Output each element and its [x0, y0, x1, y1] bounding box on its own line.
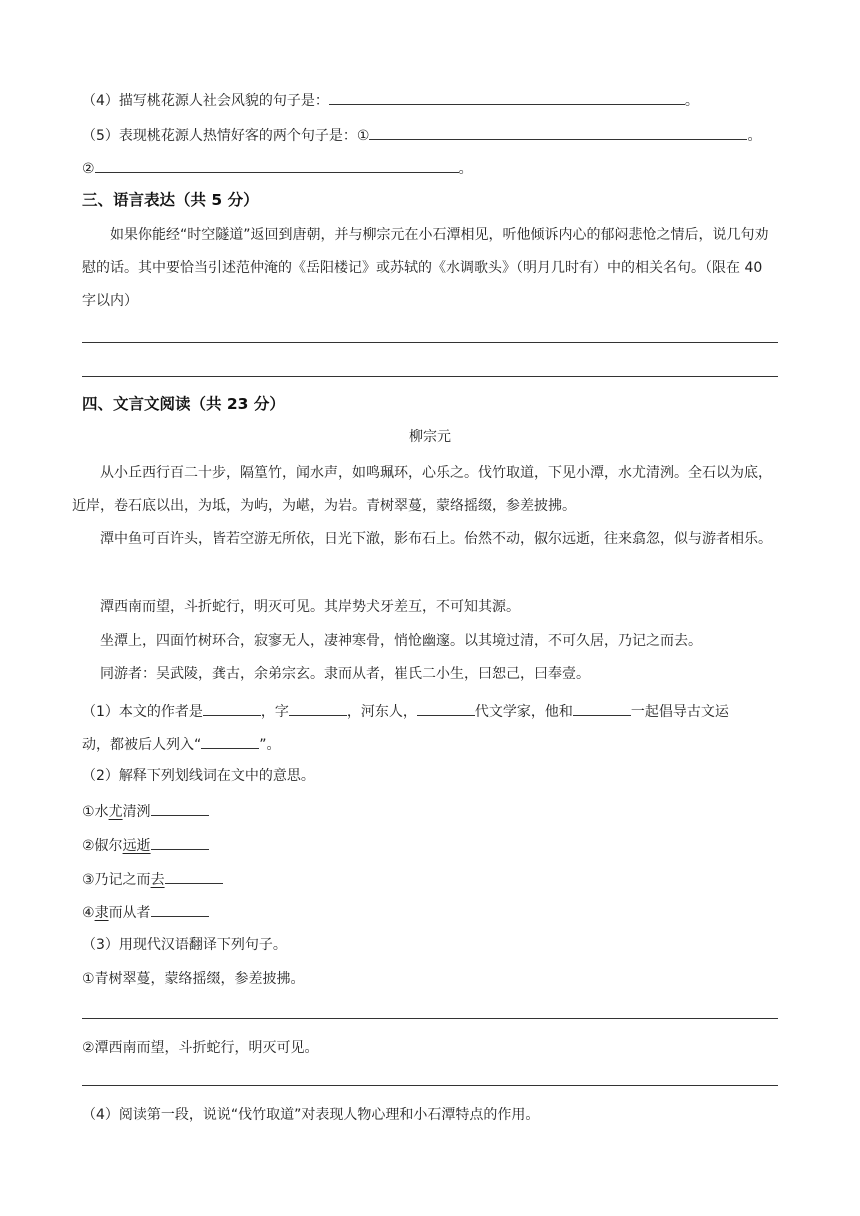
section-4-heading: 四、文言文阅读（共 23 分） [82, 395, 285, 413]
answer-blank[interactable] [417, 700, 475, 716]
underlined-word: 去 [150, 872, 165, 888]
answer-blank[interactable] [151, 901, 209, 917]
q2-item-3: ③乃记之而去 [82, 868, 223, 890]
answer-blank[interactable] [151, 834, 209, 850]
passage-paragraph-1: 从小丘西行百二十步，隔篁竹，闻水声，如鸣珮环，心乐之。伐竹取道，下见小潭，水尤清洌。全石以为底，近岸，卷石底以出，为坻，为屿，为嵁，为岩。青树翠蔓，蒙络摇缀，参差披拂。 [72, 465, 772, 514]
answer-line[interactable] [82, 1018, 778, 1019]
question-3: （3）用现代汉语翻译下列句子。 [82, 937, 287, 953]
q2-item-4: ④隶而从者 [82, 901, 209, 923]
underlined-word: 远逝 [122, 838, 151, 854]
answer-blank[interactable] [573, 700, 631, 716]
passage-paragraph-5: 同游者：吴武陵，龚古，余弟宗玄。隶而从者，崔氏二小生，曰恕己，曰奉壹。 [100, 666, 590, 682]
passage-paragraph-4: 坐潭上，四面竹树环合，寂寥无人，凄神寒骨，悄怆幽邃。以其境过清，不可久居，乃记之而去。 [100, 633, 702, 649]
passage-paragraph-2: 潭中鱼可百许头，皆若空游无所依，日光下澈，影布石上。佁然不动，俶尔远逝，往来翕忽，似与游者相乐。 [100, 531, 772, 547]
answer-line[interactable] [82, 1085, 778, 1086]
question-4: （4）描写桃花源人社会风貌的句子是： 。 [82, 89, 699, 111]
underlined-word: 尤 [108, 804, 123, 820]
question-1-cont: 动，都被后人列入“ ”。 [82, 733, 281, 755]
answer-blank[interactable] [151, 800, 209, 816]
underlined-word: 隶 [94, 905, 109, 921]
passage-author: 柳宗元 [409, 429, 451, 445]
answer-blank[interactable] [201, 733, 259, 749]
answer-blank[interactable] [165, 868, 223, 884]
passage-paragraph-3: 潭西南而望，斗折蛇行，明灭可见。其岸势犬牙差互，不可知其源。 [100, 599, 520, 615]
q2-item-2: ②俶尔远逝 [82, 834, 209, 856]
q3-item-2: ②潭西南而望，斗折蛇行，明灭可见。 [82, 1040, 319, 1056]
question-4-reading: （4）阅读第一段，说说“伐竹取道”对表现人物心理和小石潭特点的作用。 [82, 1107, 540, 1123]
question-1: （1）本文的作者是 ，字 ，河东人， 代文学家，他和 一起倡导古文运 [82, 700, 729, 722]
answer-blank[interactable] [369, 124, 747, 140]
q2-item-1: ①水尤清洌 [82, 800, 209, 822]
question-5-second: ② 。 [82, 157, 473, 179]
question-5: （5）表现桃花源人热情好客的两个句子是：① 。 [82, 124, 761, 146]
answer-blank[interactable] [203, 700, 261, 716]
answer-line[interactable] [82, 342, 778, 343]
section-3-heading: 三、语言表达（共 5 分） [82, 191, 259, 209]
answer-line[interactable] [82, 376, 778, 377]
answer-blank[interactable] [289, 700, 347, 716]
answer-blank[interactable] [95, 157, 459, 173]
question-2: （2）解释下列划线词在文中的意思。 [82, 768, 315, 784]
answer-blank[interactable] [329, 89, 685, 105]
section-3-prompt: 如果你能经“时空隧道”返回到唐朝，并与柳宗元在小石潭相见，听他倾诉内心的郁闷悲怆之情后，说几句劝慰的话。其中要恰当引述范仲淹的《岳阳楼记》或苏轼的《水调歌头》（明月几时有）中的相关名句。（限在 40 字以内） [82, 227, 769, 309]
q3-item-1: ①青树翠蔓，蒙络摇缀，参差披拂。 [82, 971, 305, 987]
